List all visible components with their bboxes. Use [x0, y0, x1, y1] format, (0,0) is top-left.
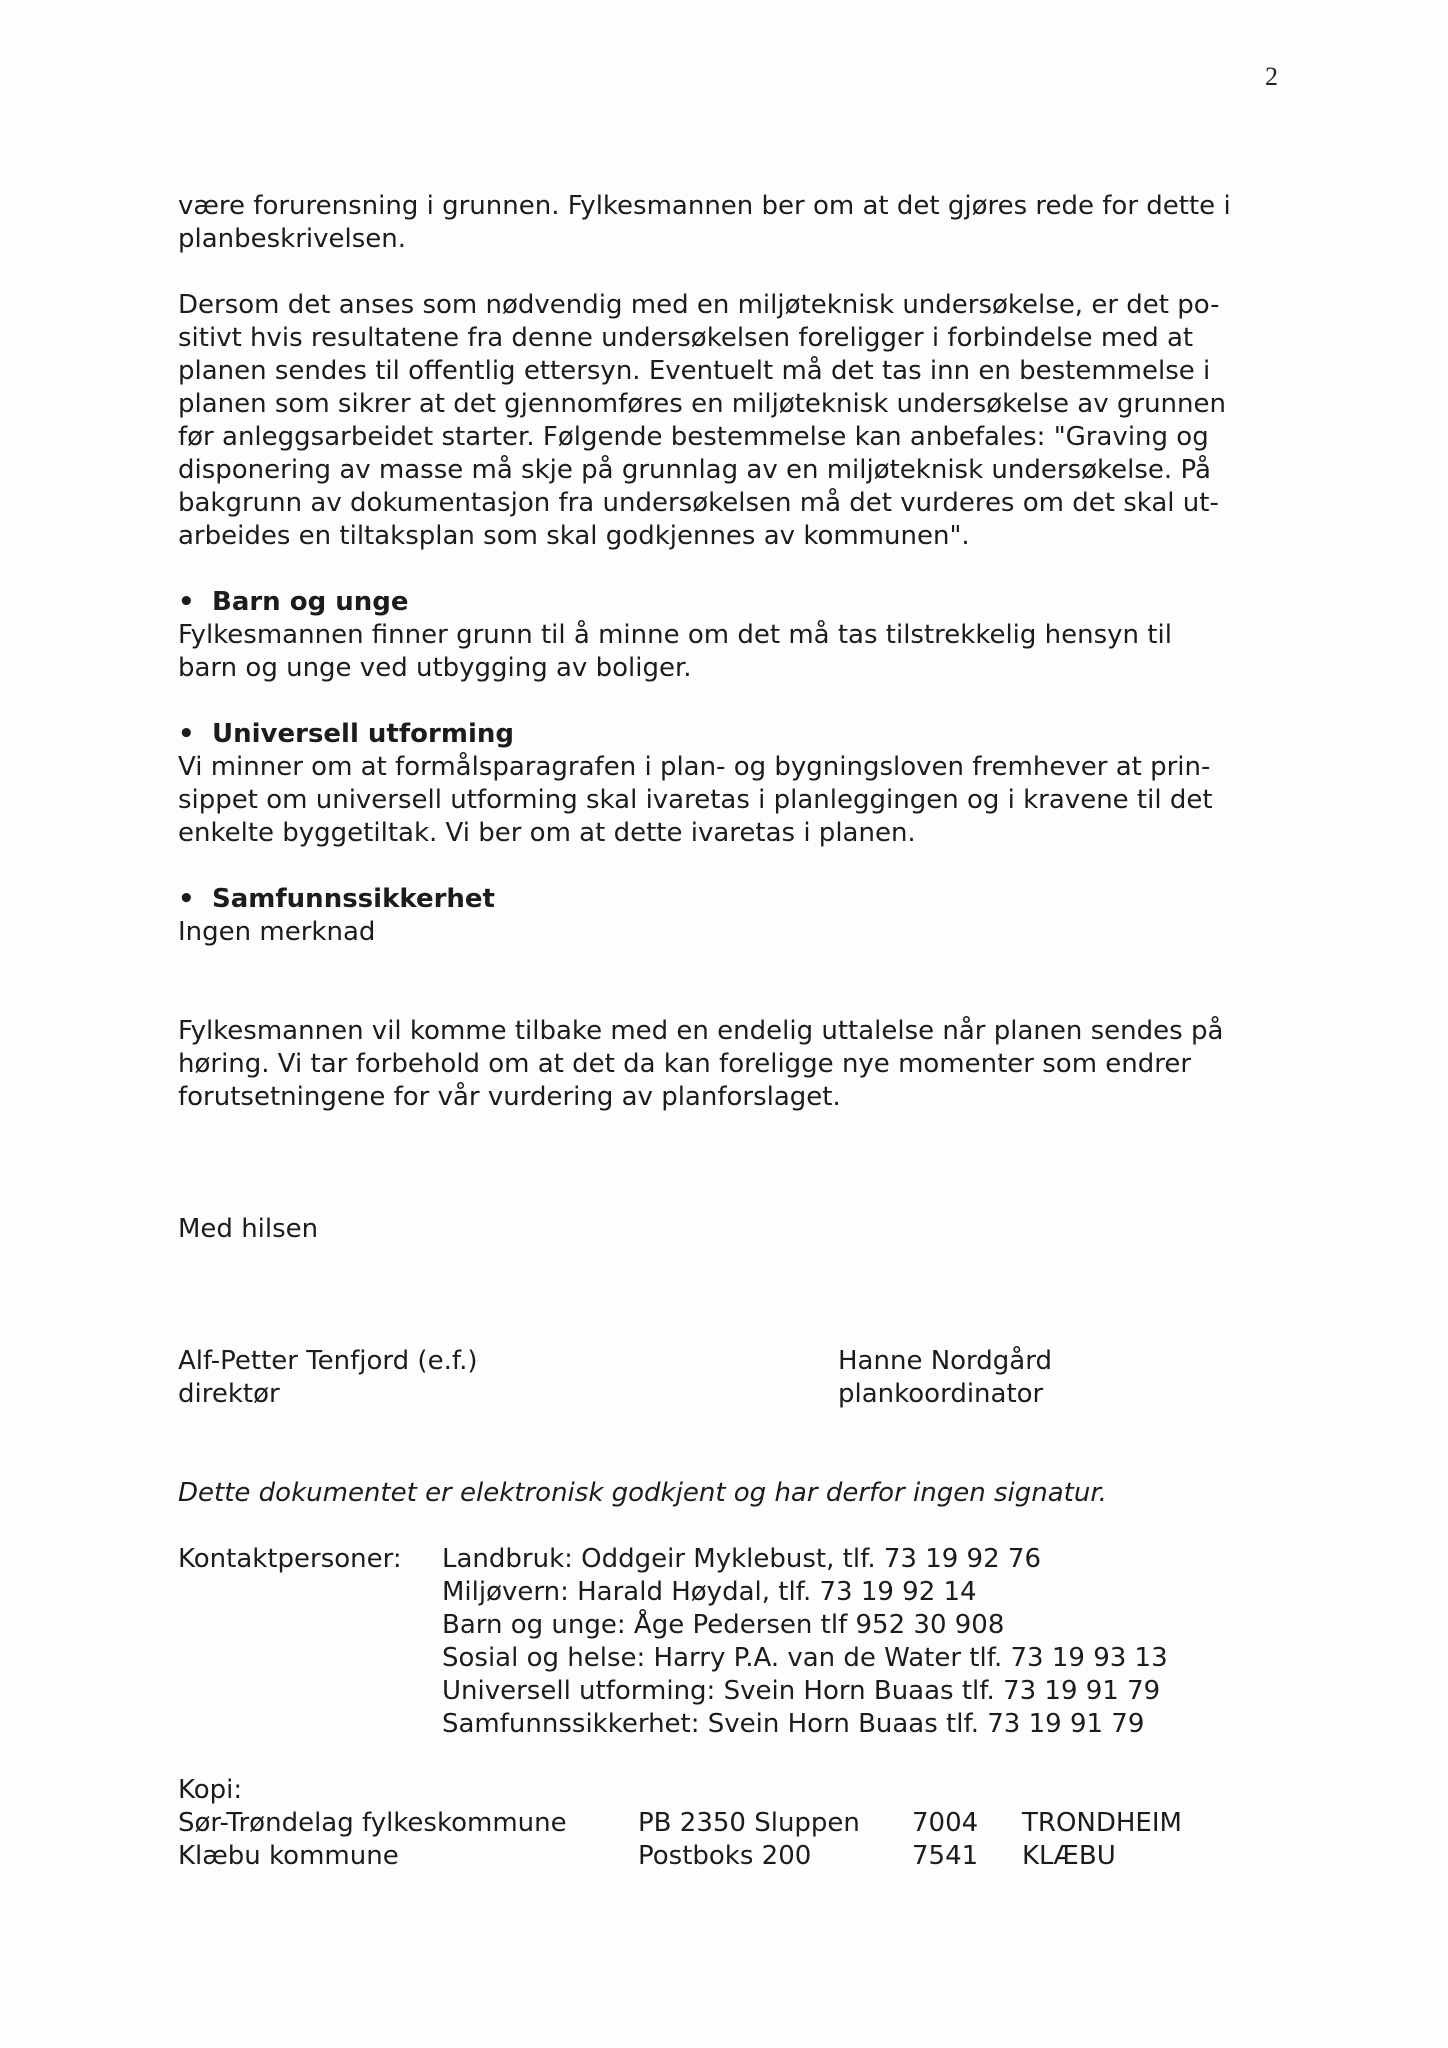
contact-item: Barn og unge: Åge Pedersen tlf 952 30 908: [442, 1610, 1005, 1640]
text-line: bakgrunn av dokumentasjon fra undersøkelsen må det vurderes om det skal ut-: [178, 488, 1219, 518]
kopi-city: KLÆBU: [1022, 1841, 1116, 1871]
text-line: Fylkesmannen finner grunn til å minne om det må tas tilstrekkelig hensyn til: [178, 620, 1172, 650]
text-line: arbeides en tiltaksplan som skal godkjennes av kommunen".: [178, 521, 970, 551]
kopi-row: [178, 1807, 1298, 1840]
section-heading-text: Barn og unge: [212, 587, 409, 617]
signature-block: [178, 1345, 1298, 1411]
section-heading-text: Universell utforming: [212, 719, 514, 749]
signatory-right: [838, 1345, 1298, 1411]
text-line: være forurensning i grunnen. Fylkesmannen ber om at det gjøres rede for dette i: [178, 191, 1231, 221]
section-heading-text: Samfunnssikkerhet: [212, 884, 495, 914]
text-line: planen som sikrer at det gjennomføres en miljøteknisk undersøkelse av grunnen: [178, 389, 1226, 419]
kopi-label: Kopi:: [178, 1775, 243, 1805]
section-heading: [178, 718, 1298, 751]
text-line: Dersom det anses som nødvendig med en miljøteknisk undersøkelse, er det po-: [178, 290, 1220, 320]
text-line: Vi minner om at formålsparagrafen i plan- og bygningsloven fremhever at prin-: [178, 752, 1211, 782]
kopi-postcode: 7541: [912, 1841, 979, 1871]
section-heading: [178, 883, 1298, 916]
section-universell-utforming: [178, 718, 1298, 850]
text-line: barn og unge ved utbygging av boliger.: [178, 653, 692, 683]
text-line: sitivt hvis resultatene fra denne undersøkelsen foreligger i forbindelse med at: [178, 323, 1194, 353]
contacts-label: Kontaktpersoner:: [178, 1544, 402, 1574]
kopi-row: [178, 1840, 1298, 1873]
contact-item: Sosial og helse: Harry P.A. van de Water tlf. 73 19 93 13: [442, 1643, 1168, 1673]
copy-recipients: [178, 1774, 1298, 1873]
greeting: Med hilsen: [178, 1214, 319, 1244]
text-line: planen sendes til offentlig ettersyn. Eventuelt må det tas inn en bestemmelse i: [178, 356, 1211, 386]
text-line: før anleggsarbeidet starter. Følgende bestemmelse kan anbefales: "Graving og: [178, 422, 1209, 452]
section-barn-og-unge: [178, 586, 1298, 685]
text-line: høring. Vi tar forbehold om at det da kan foreligge nye momenter som endrer: [178, 1049, 1192, 1079]
section-samfunnssikkerhet: [178, 883, 1298, 949]
text-line: Fylkesmannen vil komme tilbake med en endelig uttalelse når planen sendes på: [178, 1016, 1224, 1046]
kopi-city: TRONDHEIM: [1022, 1808, 1182, 1838]
signatory-name: Alf-Petter Tenfjord (e.f.): [178, 1346, 478, 1376]
text-line: planbeskrivelsen.: [178, 224, 407, 254]
signatory-title: direktør: [178, 1379, 280, 1409]
intro-paragraph-2: [178, 289, 1298, 553]
contact-item: Landbruk: Oddgeir Myklebust, tlf. 73 19 92 76: [442, 1544, 1041, 1574]
bullet-icon: •: [178, 587, 195, 617]
contacts-list: [442, 1543, 1168, 1741]
text-line: disponering av masse må skje på grunnlag av en miljøteknisk undersøkelse. På: [178, 455, 1211, 485]
signatory-title: plankoordinator: [838, 1379, 1044, 1409]
bullet-icon: •: [178, 884, 195, 914]
contact-item: Universell utforming: Svein Horn Buaas tlf. 73 19 91 79: [442, 1676, 1161, 1706]
letter-body: [178, 190, 1298, 1873]
signatory-name: Hanne Nordgård: [838, 1346, 1052, 1376]
contact-persons: [178, 1543, 1298, 1741]
text-line: Ingen merknad: [178, 917, 376, 947]
text-line: sippet om universell utforming skal ivaretas i planleggingen og i kravene til det: [178, 785, 1213, 815]
kopi-recipient-name: Klæbu kommune: [178, 1841, 399, 1871]
kopi-recipient-name: Sør-Trøndelag fylkeskommune: [178, 1808, 567, 1838]
closing-paragraph: [178, 1015, 1298, 1114]
kopi-address: Postboks 200: [638, 1841, 812, 1871]
electronic-approval-note: Dette dokumentet er elektronisk godkjent og har derfor ingen signatur.: [178, 1478, 1107, 1508]
signatory-left: [178, 1345, 838, 1411]
page-number: 2: [1265, 62, 1278, 91]
kopi-address: PB 2350 Sluppen: [638, 1808, 860, 1838]
text-line: enkelte byggetiltak. Vi ber om at dette ivaretas i planen.: [178, 818, 916, 848]
kopi-postcode: 7004: [912, 1808, 979, 1838]
contact-item: Samfunnssikkerhet: Svein Horn Buaas tlf. 73 19 91 79: [442, 1709, 1145, 1739]
contact-item: Miljøvern: Harald Høydal, tlf. 73 19 92 14: [442, 1577, 977, 1607]
bullet-icon: •: [178, 719, 195, 749]
section-heading: [178, 586, 1298, 619]
intro-paragraph-1: [178, 190, 1298, 256]
text-line: forutsetningene for vår vurdering av planforslaget.: [178, 1082, 841, 1112]
